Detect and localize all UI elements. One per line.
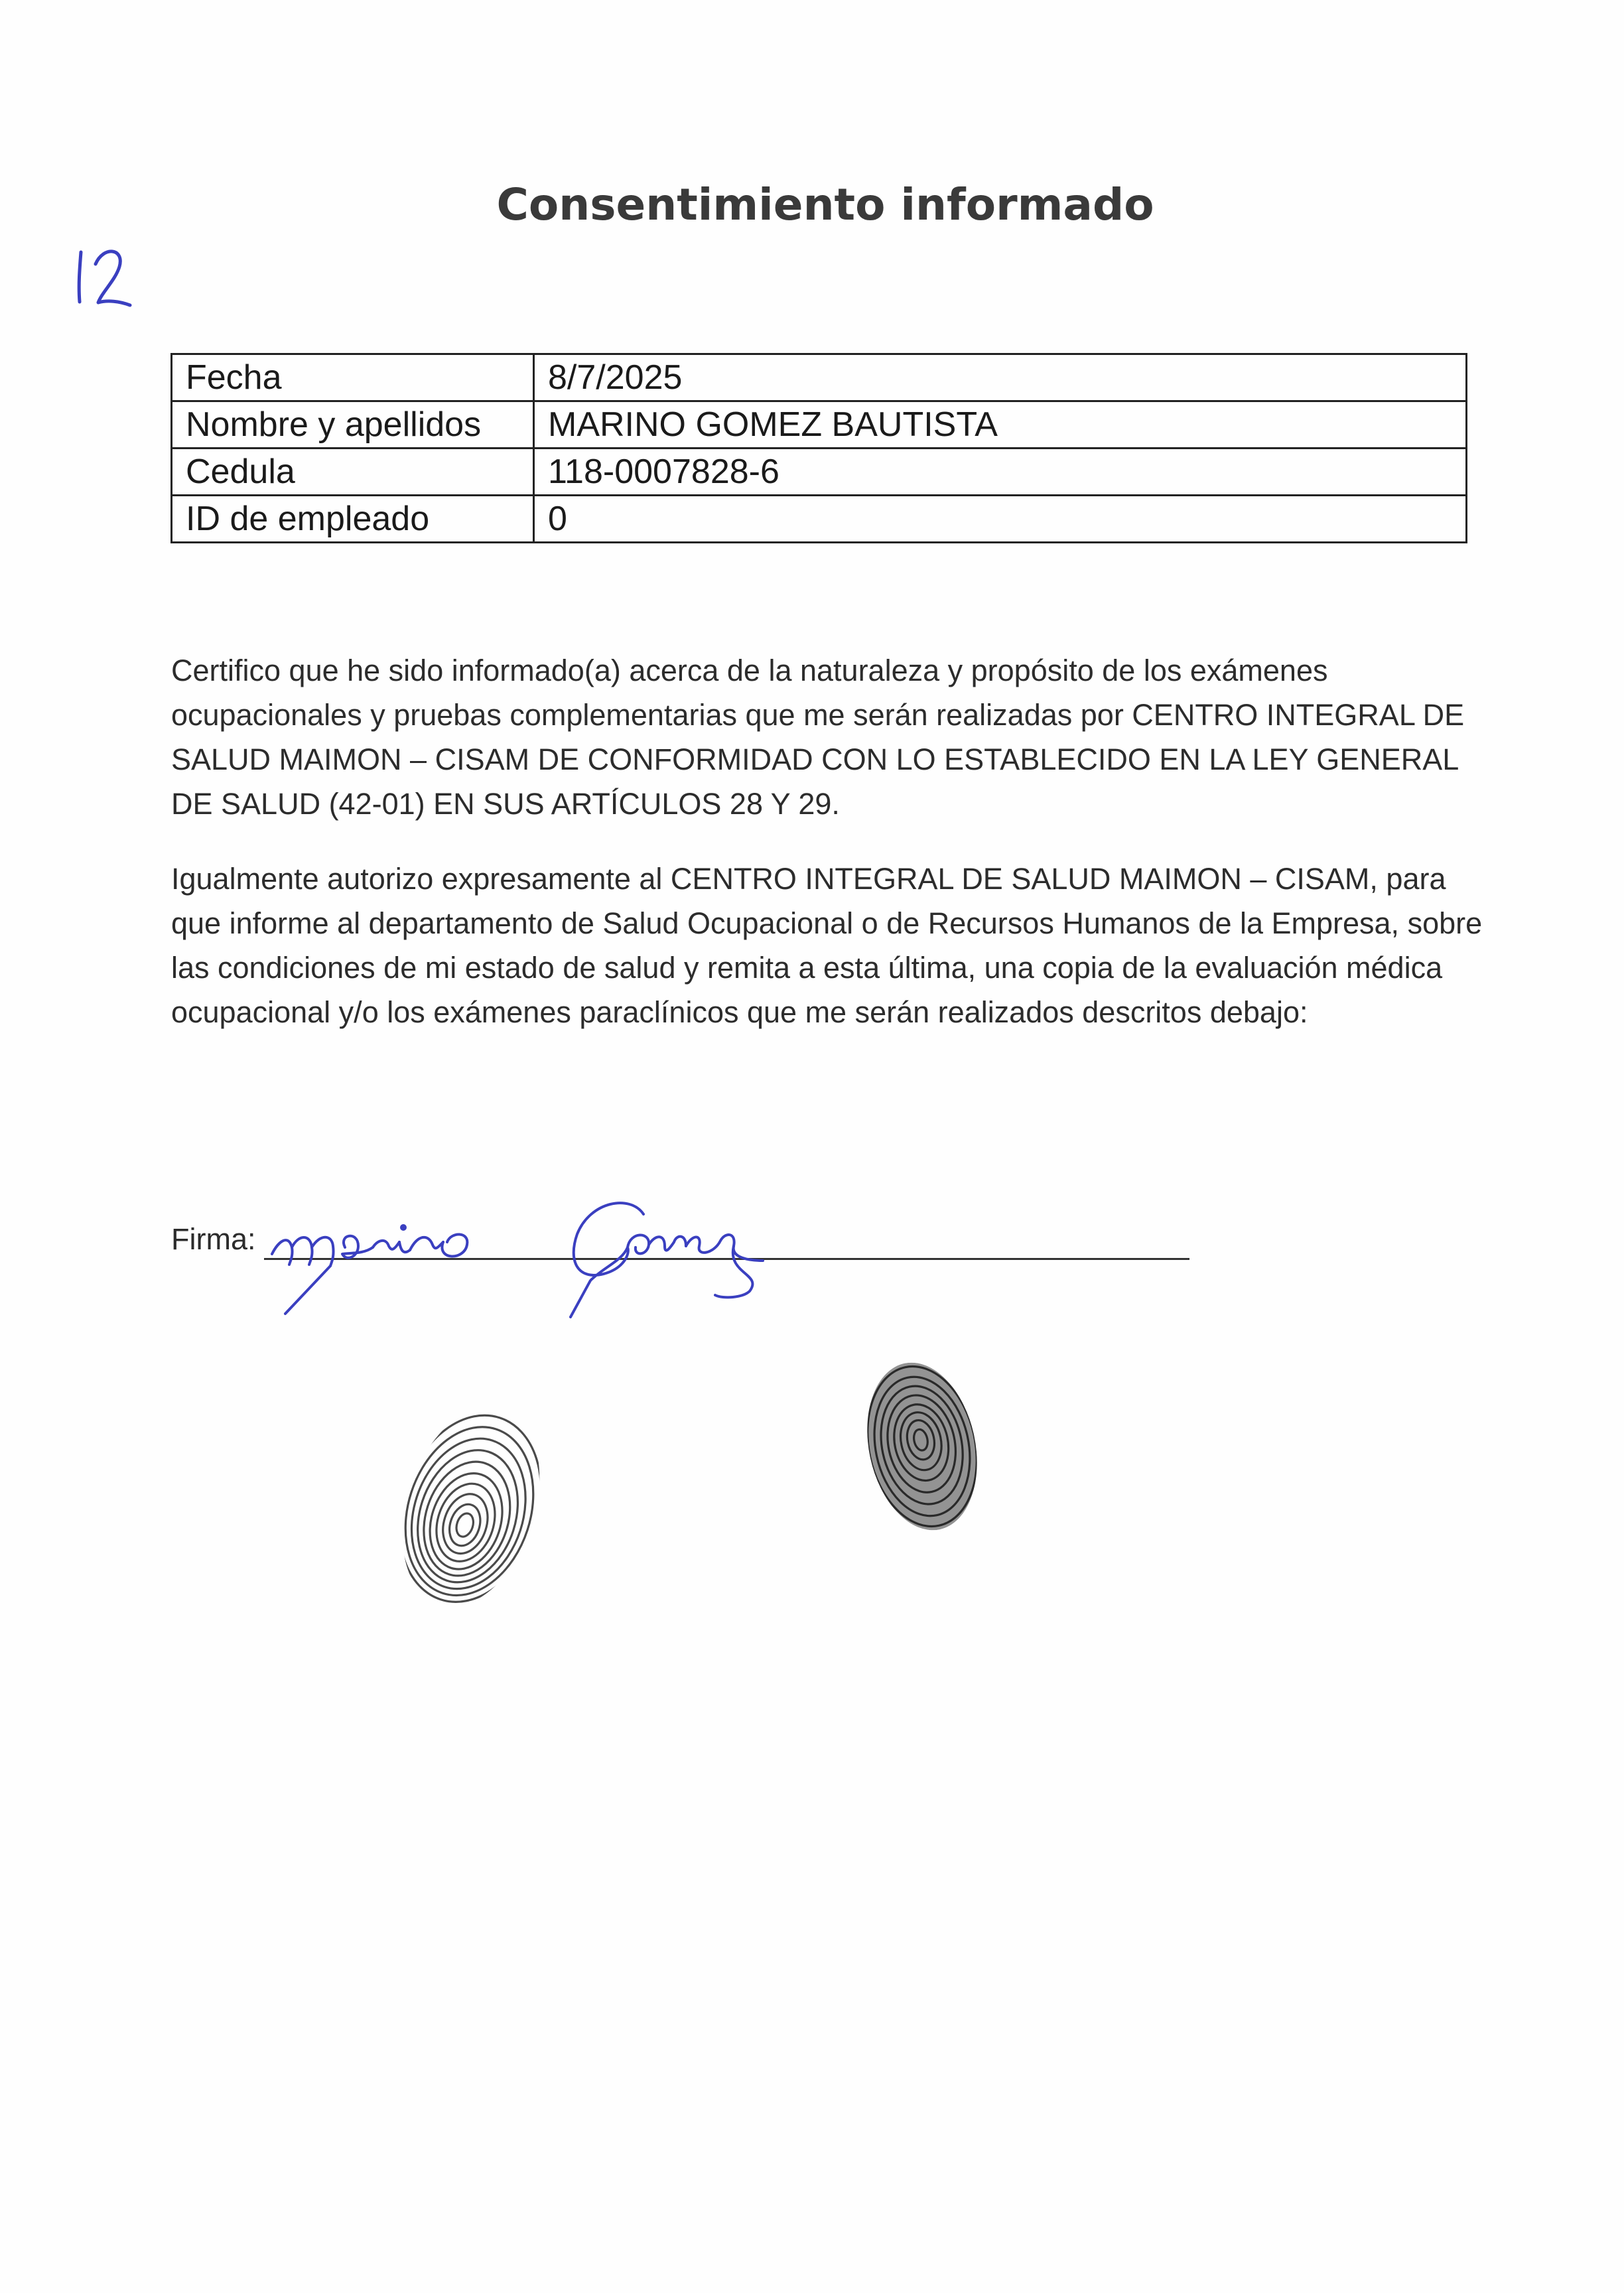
nombre-value: MARINO GOMEZ BAUTISTA: [534, 401, 1467, 449]
id-empleado-value: 0: [534, 496, 1467, 543]
cedula-label: Cedula: [172, 449, 534, 496]
handwritten-signature: [259, 1168, 856, 1327]
page-title: Consentimiento informado: [496, 179, 1154, 230]
table-row: [172, 496, 1467, 543]
table-row: [172, 449, 1467, 496]
left-fingerprint: [391, 1393, 551, 1619]
table-row: [172, 401, 1467, 449]
handwritten-page-number: [72, 239, 145, 318]
fecha-value: 8/7/2025: [534, 354, 1467, 401]
authorization-paragraph: Igualmente autorizo expresamente al CENTRO INTEGRAL DE SALUD MAIMON – CISAM, para que informe al departamento de Salud Ocupacional o de Recursos Humanos de la Empresa, sobre las condiciones de mi estado de salud y remita a esta última, una copia de la evaluación médica ocupacional y/o los exámenes paraclínicos que me serán realizados descritos debajo:: [171, 862, 1483, 1029]
certification-paragraph: Certifico que he sido informado(a) acerca de la naturaleza y propósito de los exámenes ocupacionales y pruebas complementarias que me serán realizadas por CENTRO INTEGRAL DE SALUD MAIMON – CISAM DE CONFORMIDAD CON LO ESTABLECIDO EN LA LEY GENERAL DE SALUD (42-01) EN SUS ARTÍCULOS 28 Y 29.: [171, 654, 1465, 821]
right-fingerprint: [856, 1354, 988, 1539]
cedula-value: 118-0007828-6: [534, 449, 1467, 496]
employee-info-table: [170, 353, 1467, 543]
table-row: [172, 354, 1467, 401]
fecha-label: Fecha: [172, 354, 534, 401]
signature-label: Firma:: [171, 1222, 256, 1256]
id-empleado-label: ID de empleado: [172, 496, 534, 543]
nombre-label: Nombre y apellidos: [172, 401, 534, 449]
